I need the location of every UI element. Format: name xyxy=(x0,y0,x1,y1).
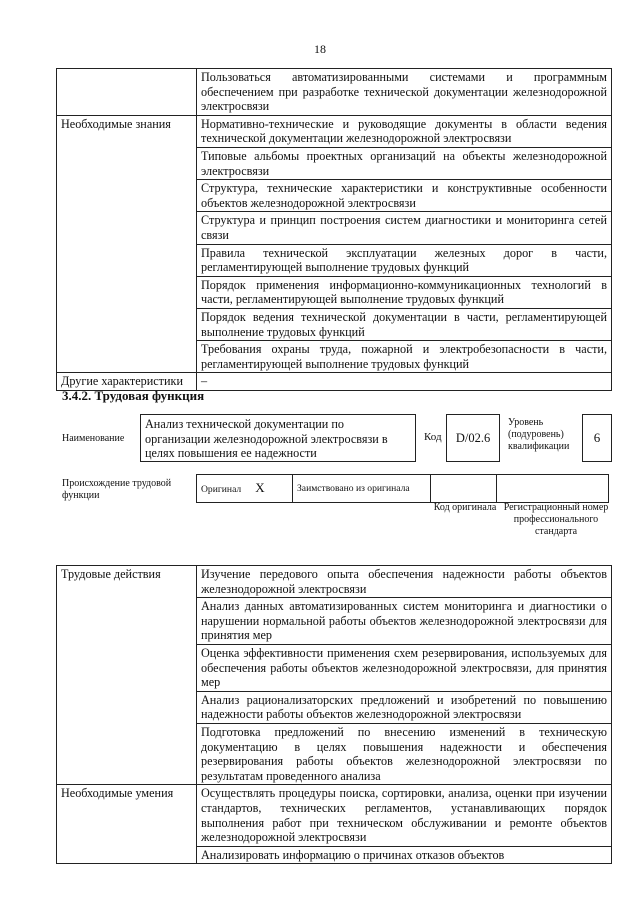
actions-label: Трудовые действия xyxy=(57,566,197,785)
borrowed-label: Заимствовано из оригинала xyxy=(293,475,431,503)
requirements-table-top xyxy=(56,68,612,391)
skill-item: Анализировать информацию о причинах отказов объектов xyxy=(197,846,612,864)
code-label: Код xyxy=(424,431,442,443)
registration-number-label: Регистрационный номер профессионального стандарта xyxy=(503,502,609,537)
original-code-cell xyxy=(431,475,497,503)
table-row xyxy=(57,115,612,147)
action-item: Анализ данных автоматизированных систем мониторинга и диагностики о нарушении нормальной работы объектов железнодорожной электросвязи для принятия мер xyxy=(197,598,612,645)
level-label: Уровень (подуровень) квалификации xyxy=(508,417,570,452)
knowledge-item: Порядок применения информационно-коммуникационных технологий в части, регламентирующей выполнение трудовых функций xyxy=(197,276,612,308)
action-item: Оценка эффективности применения схем резервирования, используемых для обеспечения работы объектов железнодорожной электросвязи, для принятия мер xyxy=(197,644,612,691)
table-row xyxy=(57,566,612,598)
knowledge-label: Необходимые знания xyxy=(57,115,197,373)
origin-table xyxy=(196,474,609,503)
level-value-box: 6 xyxy=(582,414,612,462)
registration-number-cell xyxy=(497,475,609,503)
origin-label: Происхождение трудовой функции xyxy=(62,478,172,501)
requirements-table-bottom xyxy=(56,565,612,864)
knowledge-item: Типовые альбомы проектных организаций на объекты железнодорожной электросвязи xyxy=(197,147,612,179)
function-code-box: D/02.6 xyxy=(446,414,500,462)
table-row xyxy=(57,785,612,846)
other-characteristics-value: – xyxy=(197,373,612,391)
table-row xyxy=(197,475,609,503)
section-title: 3.4.2. Трудовая функция xyxy=(62,388,205,403)
function-name-box: Анализ технической документации по организации железнодорожной электросвязи в целях повышения ее надежности xyxy=(140,414,416,462)
original-mark: Х xyxy=(255,480,265,495)
skill-item: Пользоваться автоматизированными системами и программным обеспечением при разработке технической документации железнодорожной электросвязи xyxy=(197,69,612,116)
skill-item: Осуществлять процедуры поиска, сортировки, анализа, оценки при изучении стандартов, технических регламентов, устанавливающих порядок выполнения работ при техническом обслуживании и ремонте объектов железнодорожной электросвязи xyxy=(197,785,612,846)
knowledge-item: Нормативно-технические и руководящие документы в области ведения технической документации железнодорожной электросвязи xyxy=(197,115,612,147)
knowledge-item: Структура и принцип построения систем диагностики и мониторинга сетей связи xyxy=(197,212,612,244)
skills-label: Необходимые умения xyxy=(57,785,197,864)
table-row xyxy=(57,69,612,116)
empty-label-cell xyxy=(57,69,197,116)
knowledge-item: Требования охраны труда, пожарной и электробезопасности в части, регламентирующей выполнение трудовых функций xyxy=(197,341,612,373)
action-item: Анализ рационализаторских предложений и изобретений по повышению надежности работы объектов железнодорожной электросвязи xyxy=(197,691,612,723)
name-label: Наименование xyxy=(62,433,125,444)
original-cell xyxy=(197,475,293,503)
original-label: Оригинал xyxy=(201,484,242,495)
knowledge-item: Структура, технические характеристики и конструктивные особенности объектов железнодорожной электросвязи xyxy=(197,180,612,212)
knowledge-item: Правила технической эксплуатации железных дорог в части, регламентирующей выполнение трудовых функций xyxy=(197,244,612,276)
original-code-label: Код оригинала xyxy=(433,502,497,513)
other-characteristics-label: Другие характеристики xyxy=(57,373,197,391)
action-item: Изучение передового опыта обеспечения надежности работы объектов железнодорожной электросвязи xyxy=(197,566,612,598)
page-number: 18 xyxy=(314,42,326,56)
knowledge-item: Порядок ведения технической документации в части, регламентирующей выполнение трудовых функций xyxy=(197,308,612,340)
action-item: Подготовка предложений по внесению изменений в техническую документацию в целях повышения надежности и обеспечения резервирования работы объектов железнодорожной электросвязи по результатам проведенного анализа xyxy=(197,723,612,784)
